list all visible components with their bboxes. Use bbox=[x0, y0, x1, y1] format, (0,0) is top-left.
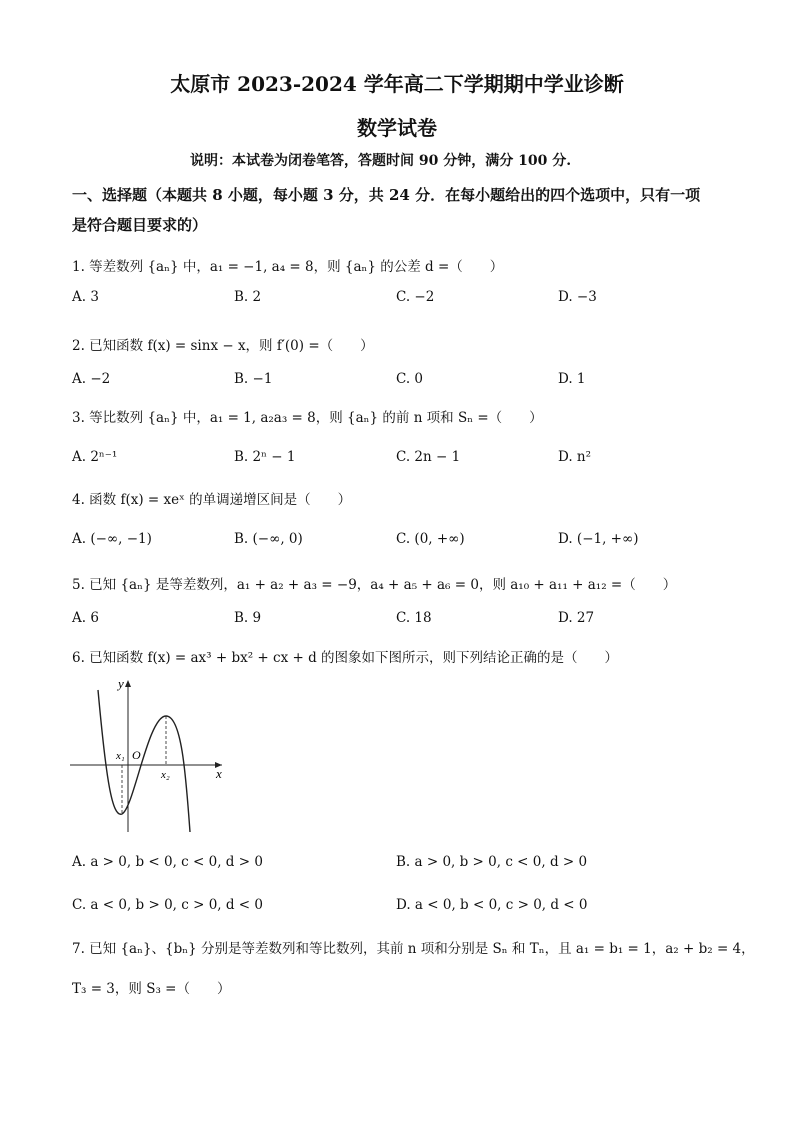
x1-label: x₁ bbox=[116, 750, 125, 762]
q4-option-b: B. (−∞, 0) bbox=[234, 531, 303, 547]
curve bbox=[98, 690, 190, 832]
q1-option-b: B. 2 bbox=[234, 289, 262, 305]
question-7-stem: 7. 已知 {aₙ}、{bₙ} 分别是等差数列和等比数列，其前 n 项和分别是 Sₙ 和 Tₙ，且 a₁ = b₁ = 1，a₂ + b₂ = 4， bbox=[72, 941, 755, 957]
q2-option-c: C. 0 bbox=[396, 371, 424, 387]
q5-option-d: D. 27 bbox=[558, 610, 595, 626]
exam-instructions: 说明：本试卷为闭卷笔答，答题时间 90 分钟，满分 100 分. bbox=[190, 153, 572, 169]
q3-option-c: C. 2n − 1 bbox=[396, 449, 461, 465]
section-heading-line1: 一、选择题（本题共 8 小题，每小题 3 分，共 24 分．在每小题给出的四个选项中，只有一项 bbox=[72, 186, 701, 204]
question-7-stem-cont: T₃ = 3，则 S₃ =（ ） bbox=[72, 981, 231, 997]
q5-option-a: A. 6 bbox=[72, 610, 99, 626]
q6-option-b: B. a > 0, b > 0, c < 0, d > 0 bbox=[396, 854, 588, 870]
q1-option-a: A. 3 bbox=[72, 289, 99, 305]
q4-option-d: D. (−1, +∞) bbox=[558, 531, 639, 547]
section-heading-line2: 是符合题目要求的） bbox=[72, 216, 208, 234]
question-3-stem: 3. 等比数列 {aₙ} 中，a₁ = 1, a₂a₃ = 8，则 {aₙ} 的前 n 项和 Sₙ =（ ） bbox=[72, 410, 543, 426]
q3-option-d: D. n² bbox=[558, 449, 592, 465]
q6-option-c: C. a < 0, b > 0, c > 0, d < 0 bbox=[72, 897, 264, 913]
q5-option-c: C. 18 bbox=[396, 610, 432, 626]
q6-option-d: D. a < 0, b < 0, c > 0, d < 0 bbox=[396, 897, 588, 913]
question-5-stem: 5. 已知 {aₙ} 是等差数列，a₁ + a₂ + a₃ = −9，a₄ + a₅ + a₆ = 0，则 a₁₀ + a₁₁ + a₁₂ =（ ） bbox=[72, 577, 677, 593]
q4-option-a: A. (−∞, −1) bbox=[72, 531, 152, 547]
q3-option-b: B. 2ⁿ − 1 bbox=[234, 449, 296, 465]
q2-option-b: B. −1 bbox=[234, 371, 273, 387]
cubic-function-graph bbox=[64, 668, 234, 838]
page-title: 太原市 2023-2024 学年高二下学期期中学业诊断 bbox=[170, 72, 624, 96]
question-2-stem: 2. 已知函数 f(x) = sinx − x，则 f′(0) =（ ） bbox=[72, 338, 374, 354]
page-subtitle: 数学试卷 bbox=[357, 116, 437, 140]
x2-label: x₂ bbox=[161, 769, 170, 781]
q4-option-c: C. (0, +∞) bbox=[396, 531, 465, 547]
origin-label: O bbox=[132, 748, 141, 762]
y-axis-arrow bbox=[125, 680, 131, 687]
q2-option-a: A. −2 bbox=[72, 371, 111, 387]
question-4-stem: 4. 函数 f(x) = xeˣ 的单调递增区间是（ ） bbox=[72, 492, 352, 508]
q2-option-d: D. 1 bbox=[558, 371, 586, 387]
q6-option-a: A. a > 0, b < 0, c < 0, d > 0 bbox=[72, 854, 263, 870]
q3-option-a: A. 2ⁿ⁻¹ bbox=[72, 449, 118, 465]
x-axis-label: x bbox=[216, 766, 222, 781]
y-axis-label: y bbox=[118, 676, 124, 691]
question-6-stem: 6. 已知函数 f(x) = ax³ + bx² + cx + d 的图象如下图所示，则下列结论正确的是（ ） bbox=[72, 650, 619, 666]
q5-option-b: B. 9 bbox=[234, 610, 262, 626]
question-1-stem: 1. 等差数列 {aₙ} 中，a₁ = −1, a₄ = 8，则 {aₙ} 的公差 d =（ ） bbox=[72, 259, 504, 275]
q1-option-d: D. −3 bbox=[558, 289, 597, 305]
q1-option-c: C. −2 bbox=[396, 289, 435, 305]
